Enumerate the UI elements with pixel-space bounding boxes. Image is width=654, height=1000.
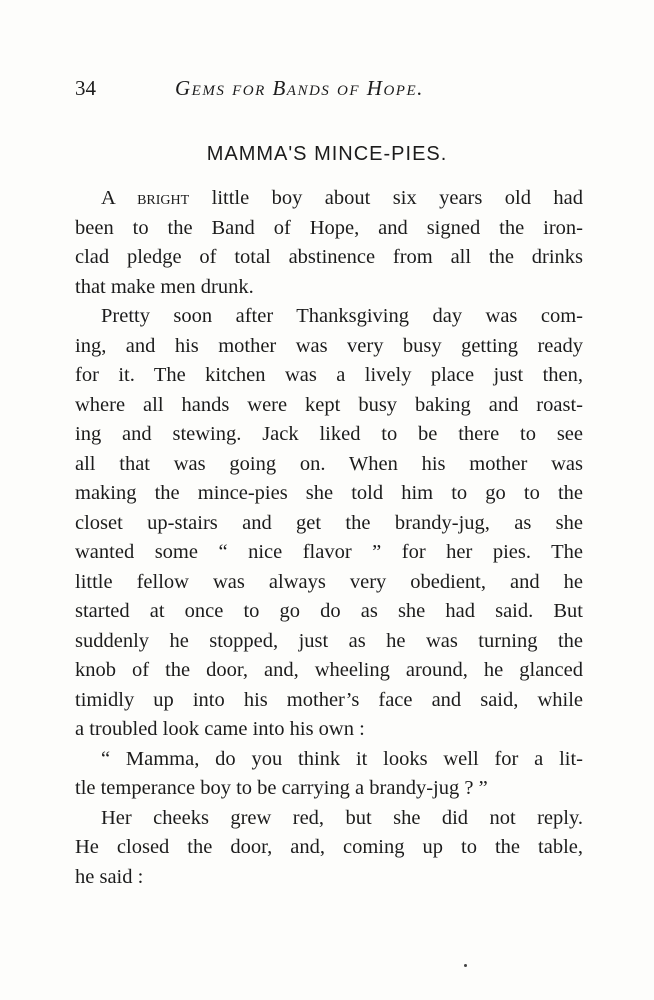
text-line: knob of the door, and, wheeling around, he glanced xyxy=(75,659,583,681)
text-line: tle temperance boy to be carrying a brandy-jug ? ” xyxy=(75,777,488,799)
chapter-title: MAMMA'S MINCE-PIES. xyxy=(206,143,448,165)
text-line: Pretty soon after Thanksgiving day was com- xyxy=(101,305,583,327)
page-number: 34 xyxy=(75,76,96,100)
text-line: a troubled look came into his own : xyxy=(75,718,365,740)
body-text xyxy=(75,184,583,892)
text-line: started at once to go do as she had said. But xyxy=(75,600,583,622)
text-line: ing, and his mother was very busy getting ready xyxy=(75,334,583,357)
text-line: ing and stewing. Jack liked to be there to see xyxy=(75,423,583,445)
text-line: for it. The kitchen was a lively place just then, xyxy=(75,364,583,386)
paper-speck xyxy=(464,964,467,967)
text-line: where all hands were kept busy baking and roast- xyxy=(75,393,583,416)
text-line: suddenly he stopped, just as he was turning the xyxy=(75,629,583,652)
text-line: been to the Band of Hope, and signed the iron- xyxy=(75,216,583,239)
running-head xyxy=(75,76,585,106)
text-line: timidly up into his mother’s face and said, while xyxy=(75,688,583,711)
text-line: Her cheeks grew red, but she did not reply. xyxy=(101,806,583,829)
text-line: closet up-stairs and get the brandy-jug, as she xyxy=(75,511,583,534)
running-title: Gems for Bands of Hope. xyxy=(175,76,424,100)
text-line: little fellow was always very obedient, and he xyxy=(75,570,583,593)
drop-opening: A bright xyxy=(101,187,190,209)
text-line: all that was going on. When his mother was xyxy=(75,452,583,475)
text-line: wanted some “ nice flavor ” for her pies. The xyxy=(75,541,583,563)
text-line: clad pledge of total abstinence from all the drinks xyxy=(75,246,583,268)
text-line: He closed the door, and, coming up to the table, xyxy=(75,836,583,858)
text-line: “ Mamma, do you think it looks well for a lit- xyxy=(101,747,583,770)
text-line: A bright little boy about six years old had xyxy=(101,187,583,209)
text-line: that make men drunk. xyxy=(75,275,254,298)
text-line: he said : xyxy=(75,865,144,888)
text-line: making the mince-pies she told him to go to the xyxy=(75,482,583,504)
